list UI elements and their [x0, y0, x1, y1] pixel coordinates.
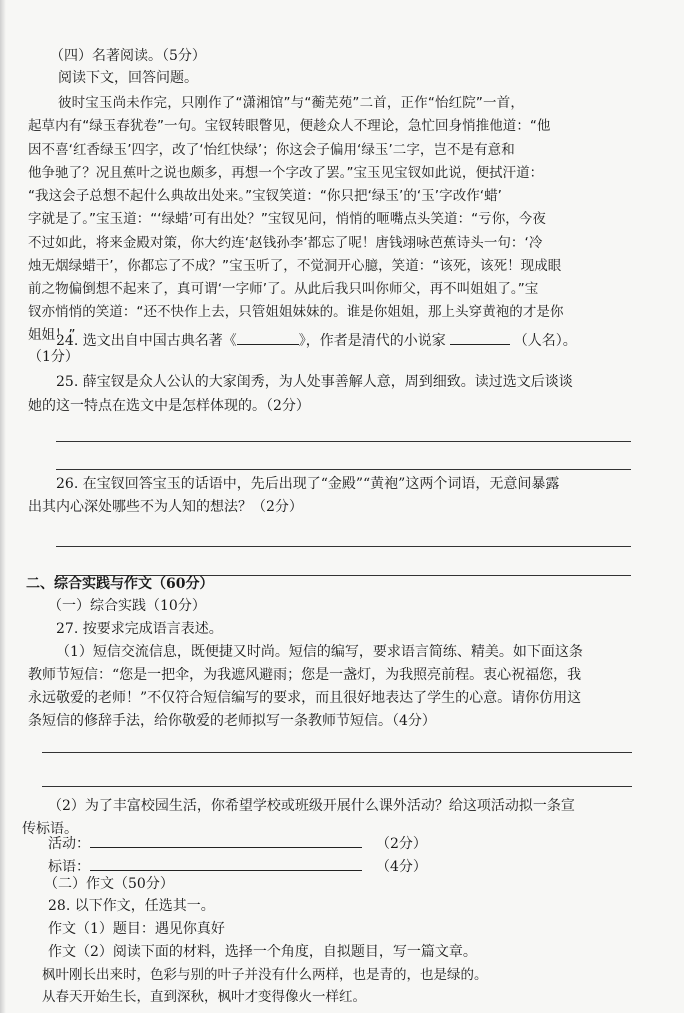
slogan-score: （4分） [376, 859, 427, 875]
subsection-practice: （一）综合实践（10分） [48, 598, 206, 614]
essay-material-line1: 枫叶刚长出来时，色彩与别的叶子并没有什么两样，也是青的，也是绿的。 [42, 967, 488, 983]
passage-line: 前之物偏倒想不起来了，真可谓‘一字师’了。从此后我只叫你师父，再不叫姐姐了。”宝 [28, 281, 539, 297]
q27-1-line: （1）短信交流信息，既便捷又时尚。短信的编写，要求语言简练、精美。如下面这条 [56, 644, 583, 660]
passage-line: 字就是了。”宝玉道：“‘绿蜡’可有出处？”宝钗见问，悄悄的咂嘴点头笑道：“亏你，今夜 [28, 211, 546, 227]
q26-answer-line[interactable] [56, 546, 631, 547]
q24-text-a: 24. 选文出自中国古典名著《 [56, 333, 237, 349]
passage-line: “我这会子总想不起什么典故出处来。”宝钗笑道：“你只把‘绿玉’的‘玉’字改作‘蜡’ [28, 188, 503, 204]
q27-1-answer-line[interactable] [42, 786, 632, 787]
passage-line: 烛无烟绿蜡干’，你都忘了不成？”宝玉听了，不觉洞开心臆，笑道：“该死，该死！现成眼 [28, 258, 562, 274]
q27-1-line: 教师节短信：“您是一把伞，为我遮风避雨；您是一盏灯，为我照亮前程。衷心祝福您，我 [28, 667, 582, 683]
slogan-blank[interactable] [90, 856, 362, 871]
q24-book-blank[interactable] [237, 330, 299, 345]
question-25-line2: 她的这一特点在选文中是怎样体现的。（2分） [28, 398, 310, 414]
q27-1-line: 条短信的修辞手法，给你敬爱的老师拟写一条教师节短信。（4分） [28, 713, 436, 729]
passage-line: 钗亦悄悄的笑道：“还不快作上去，只管姐姐妹妹的。谁是你姐姐，那上头穿黄袍的才是你 [28, 304, 564, 320]
essay-material-line2: 从春天开始生长，直到深秋，枫叶才变得像火一样红。 [42, 989, 366, 1005]
question-24 [56, 330, 577, 351]
scan-edge-shadow [0, 0, 6, 1013]
q27-1-answer-line[interactable] [42, 752, 632, 753]
q27-2-line2: 传标语。 [22, 821, 78, 837]
reading-instruction: 阅读下文，回答问题。 [58, 70, 198, 86]
q25-answer-line[interactable] [56, 469, 631, 470]
q24-score: （1分） [28, 349, 79, 365]
q25-answer-line[interactable] [56, 441, 631, 442]
passage-line: 起草内有“绿玉春犹卷”一句。宝钗转眼瞥见，便趁众人不理论，急忙回身悄推他道：“他 [28, 118, 551, 134]
essay-option-2: 作文（2）阅读下面的材料，选择一个角度，自拟题目，写一篇文章。 [48, 944, 477, 960]
section-header-reading: （四）名著阅读。（5分） [50, 48, 206, 64]
question-26-line2: 出其内心深处哪些不为人知的想法？（2分） [28, 499, 303, 515]
q24-text-b: 》，作者是清代的小说家 [298, 333, 446, 349]
question-27: 27. 按要求完成语言表述。 [56, 621, 223, 637]
essay-option-1: 作文（1）题目：遇见你真好 [48, 921, 225, 937]
subsection-essay: （二）作文（50分） [44, 876, 174, 892]
activity-score: （2分） [376, 836, 427, 852]
q24-author-blank[interactable] [450, 330, 510, 345]
activity-row [48, 833, 427, 854]
passage-line: 姐姐！” [28, 327, 76, 343]
slogan-label: 标语： [48, 859, 90, 875]
passage-line: 他争驰了？况且蕉叶之说也颇多，再想一个字改了罢。”宝玉见宝钗如此说，便拭汗道： [28, 165, 544, 181]
q27-1-line: 永远敬爱的老师！”不仅符合短信编写的要求，而且很好地表达了学生的心意。请你仿用这 [28, 690, 582, 706]
question-26-line1: 26. 在宝钗回答宝玉的话语中，先后出现了“金殿”“黄袍”这两个词语，无意间暴露 [56, 476, 560, 492]
passage-line: 彼时宝玉尚未作完，只刚作了“潇湘馆”与“蘅芜苑”二首，正作“怡红院”一首， [58, 95, 525, 111]
passage-line: 不过如此，将来金殿对策，你大约连‘赵钱孙李’都忘了呢！唐钱翊咏芭蕉诗头一句：‘冷 [28, 235, 543, 251]
q24-text-c: （人名）。 [513, 333, 577, 349]
q27-2-line1: （2）为了丰富校园生活，你希望学校或班级开展什么课外活动？给这项活动拟一条宣 [48, 798, 575, 814]
passage-line: 因不喜‘红香绿玉’四字，改了‘怡红快绿’；你这会子偏用‘绿玉’二字，岂不是有意和 [28, 142, 515, 158]
question-25-line1: 25. 薛宝钗是众人公认的大家闺秀，为人处事善解人意，周到细致。读过选文后谈谈 [56, 374, 573, 390]
section-header-part2: 二、综合实践与作文（60分） [26, 576, 214, 592]
activity-label: 活动： [48, 836, 90, 852]
question-28: 28. 以下作文，任选其一。 [48, 898, 215, 914]
activity-blank[interactable] [90, 833, 362, 848]
